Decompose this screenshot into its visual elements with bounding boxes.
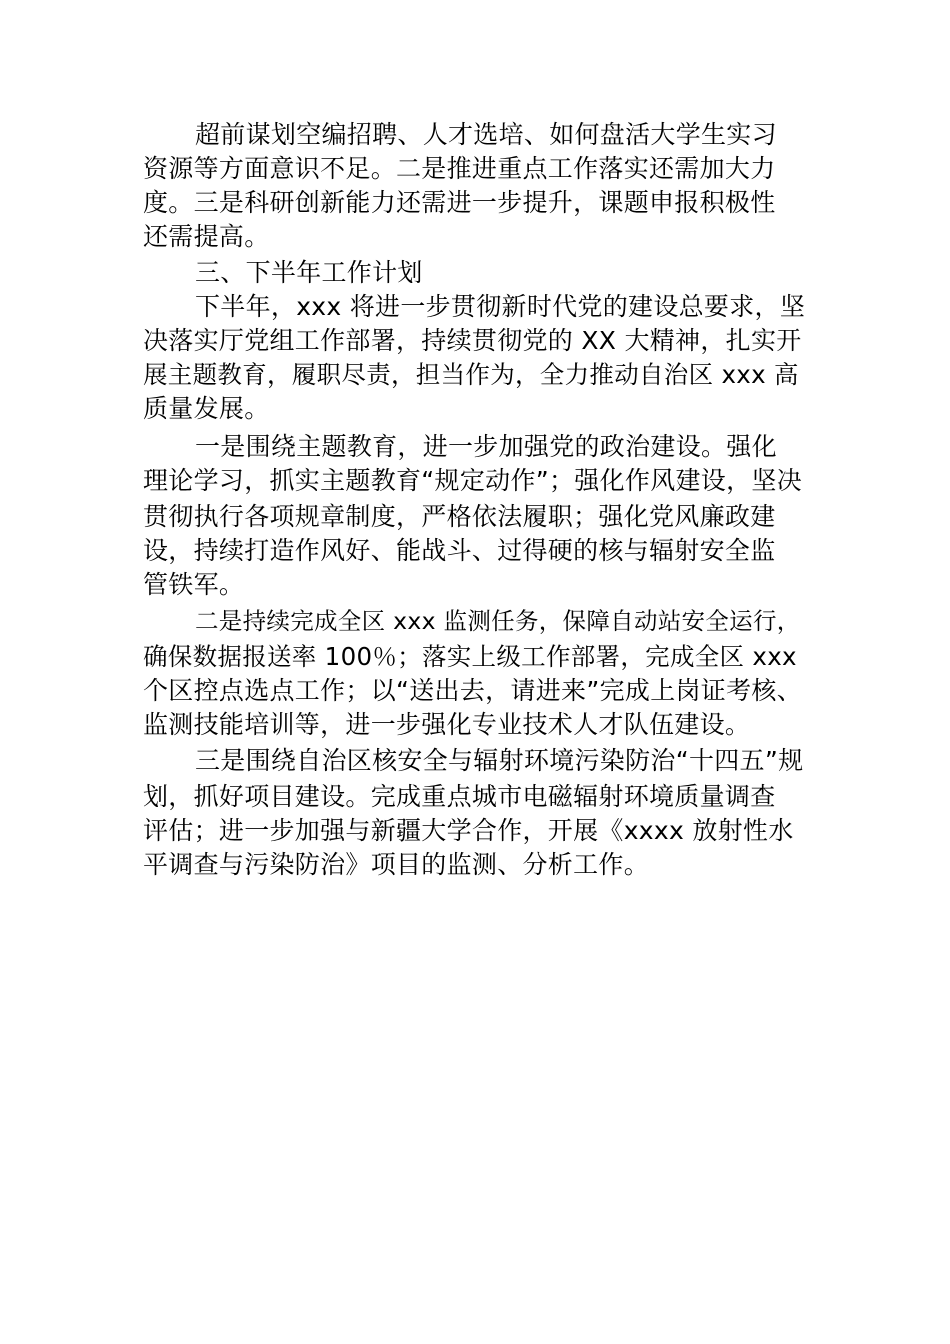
paragraph-line: 管铁军。 [143,570,245,599]
paragraph-line: 展主题教育，履职尽责，担当作为，全力推动自治区 xxx 高 [143,360,799,389]
paragraph-line: 监测技能培训等，进一步强化专业技术人才队伍建设。 [143,710,751,739]
paragraph-line: 贯彻执行各项规章制度，严格依法履职；强化党风廉政建 [143,502,776,531]
paragraph-line: 超前谋划空编招聘、人才选培、如何盘活大学生实习 [195,120,777,149]
section-heading: 三、下半年工作计划 [195,258,423,287]
paragraph-line: 决落实厅党组工作部署，持续贯彻党的 XX 大精神，扎实开 [143,326,802,355]
paragraph-line: 资源等方面意识不足。二是推进重点工作落实还需加大力 [143,154,776,183]
paragraph-line: 质量发展。 [143,394,270,423]
paragraph-line: 平调查与污染防治》项目的监测、分析工作。 [143,850,650,879]
paragraph-line: 确保数据报送率 100％；落实上级工作部署，完成全区 xxx [143,642,797,671]
paragraph-line: 二是持续完成全区 xxx 监测任务，保障自动站安全运行， [195,607,801,635]
paragraph-line: 一是围绕主题教育，进一步加强党的政治建设。强化 [195,432,777,461]
paragraph-line: 下半年，xxx 将进一步贯彻新时代党的建设总要求，坚 [195,292,806,321]
paragraph-line: 还需提高。 [143,222,270,251]
paragraph-line: 理论学习，抓实主题教育“规定动作”；强化作风建设，坚决 [143,466,803,495]
paragraph-line: 评估；进一步加强与新疆大学合作，开展《xxxx 放射性水 [143,816,794,845]
paragraph-line: 划，抓好项目建设。完成重点城市电磁辐射环境质量调查 [143,782,776,811]
paragraph-line: 设，持续打造作风好、能战斗、过得硬的核与辐射安全监 [143,536,776,565]
paragraph-line: 个区控点选点工作；以“送出去，请进来”完成上岗证考核、 [143,676,803,705]
paragraph-line: 三是围绕自治区核安全与辐射环境污染防治“十四五”规 [195,746,804,775]
paragraph-line: 度。三是科研创新能力还需进一步提升，课题申报积极性 [143,188,776,217]
